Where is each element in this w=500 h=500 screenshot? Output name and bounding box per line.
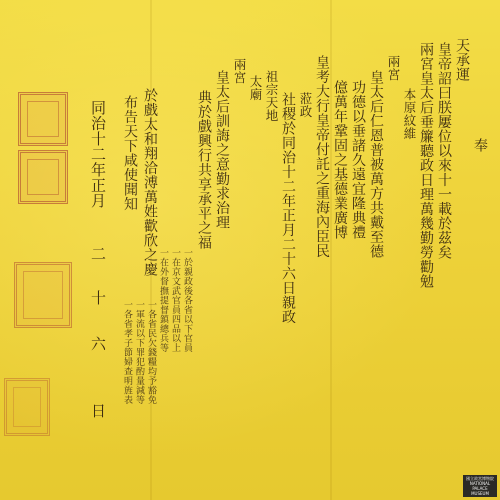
watermark-line: NATIONAL PALACE MUSEUM	[469, 481, 491, 496]
imperial-seal	[4, 378, 50, 436]
edict-clause: 一軍流以下罪犯酌量減等	[134, 300, 144, 405]
edict-column: 本原紋維	[402, 88, 417, 140]
edict-column: 社稷於同治十二年正月二十六日親政	[280, 92, 296, 324]
edict-closing: 布告天下咸使聞知	[122, 95, 138, 211]
edict-column: 祖宗天地	[264, 70, 279, 122]
imperial-seal	[18, 150, 68, 204]
edict-column: 皇太后仁恩普被萬方共戴至德	[368, 70, 384, 259]
edict-date-day: 二	[89, 246, 107, 262]
edict-column: 皇帝詔曰朕屢位以來十一載於茲矣	[436, 42, 452, 260]
imperial-seal	[18, 92, 68, 146]
edict-clause: 一各省孝子節婦查明旌表	[122, 300, 132, 405]
edict-column: 億萬年鞏固之基德業廣博	[332, 80, 348, 240]
edict-date-day: 六	[89, 336, 107, 352]
edict-clause: 一於親政後各省以下官員	[182, 248, 192, 353]
edict-column: 兩宮	[386, 55, 401, 81]
edict-column: 兩宮	[232, 58, 247, 84]
edict-clause: 一各省民欠錢糧均予豁免	[146, 300, 156, 405]
edict-closing: 於戲太和翔洽溥萬姓歡欣之慶	[142, 88, 158, 277]
edict-date: 同治十二年正月	[89, 100, 107, 209]
museum-watermark	[463, 475, 497, 497]
edict-clause: 一在外督撫提督鎮總兵等	[158, 248, 168, 353]
edict-column: 皇考大行皇帝付託之重海內臣民	[314, 55, 330, 258]
edict-column: 功德以垂諸久遠宜隆典禮	[350, 80, 366, 240]
imperial-seal	[14, 262, 72, 328]
edict-date-day: 日	[89, 403, 107, 419]
edict-column: 兩宮皇太后垂簾聽政日理萬幾勤勞勸勉	[418, 42, 434, 289]
edict-column: 奉	[472, 138, 488, 153]
edict-column: 蒞政	[298, 92, 313, 118]
edict-date-day: 十	[89, 290, 107, 306]
edict-column: 太廟	[248, 75, 263, 101]
edict-column: 皇太后訓誨之意勤求治理	[214, 70, 230, 230]
edict-clause: 一在京文武官員四品以上	[170, 248, 180, 353]
edict-column: 天承運	[454, 38, 470, 82]
watermark-line: 國立故宮博物院	[466, 476, 494, 481]
edict-column: 典於戲興行共享承平之福	[196, 90, 212, 250]
